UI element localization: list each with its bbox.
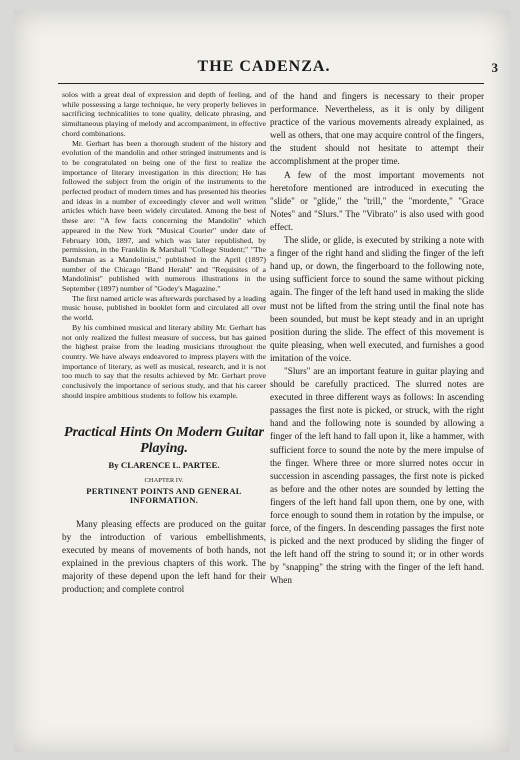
right-paragraph: A few of the most important movements not heretofore mentioned are introduced in executing the "slide" or "glide," the "trill," the "mordente," "Grace Notes" and "Slurs." The "Vibrato" is also used with good effect. <box>270 169 484 232</box>
section-gap <box>62 401 266 423</box>
page-number: 3 <box>491 60 498 75</box>
article-body <box>62 518 266 597</box>
right-paragraph: of the hand and fingers is necessary to their proper performance. Nevertheless, as it is only by diligent practice of the various movements already explained, as well as others, that one may acquire control of the fingers, the student should not hesitate to attempt their accomplishment at the proper time. <box>270 91 484 167</box>
left-paragraph: The first named article was afterwards purchased by a leading music house, published in booklet form and circulated all over the world. <box>62 293 266 323</box>
page-header <box>44 58 498 80</box>
article-title: Practical Hints On Modern Guitar Playing. <box>64 424 264 456</box>
magazine-page <box>14 10 510 752</box>
header-rule <box>58 83 484 84</box>
magazine-title: THE CADENZA. <box>197 58 331 75</box>
left-paragraph: By his combined musical and literary ability Mr. Gerhart has not only realized the fullest measure of success, but has gained the highest praise from the leading musicians throughout the country. We have always endeavored to impress players with the importance of literary, as well as musical, research, and it is not too much to say that the results achieved by Mr. Gerhart prove conclusively the importance of serious study, and that his career should inspire ambitious students to follow his example. <box>62 322 266 400</box>
article-paragraph: Many pleasing effects are produced on the guitar by the introduction of various embellishments, executed by means of movements of both hands, not explained in the previous chapters of this work. The majority of these depend upon the left hand for their production; and complete control <box>62 518 266 595</box>
left-paragraph: Mr. Gerhart has been a thorough student of the history and evolution of the mandolin and other stringed instruments and is to be congratulated on being one of the first to realize the importance of literary investigation in this direction; He has followed the subject from the origin of the instruments to the perfected product of modern times and has presented his theories and ideas in a number of exceedingly clever and well written articles which have been widely circulated. Among the best of these are: "A few facts concerning the Mandolin" which appeared in the New York "Musical Courier" under date of February 10th, 1897, and which was later republished, by permission, in the Franklin & Marshall "College Student;" "The Bandsman as a Mandolinist," published in the April (1897) number of the Chicago "Band Herald" and "Requisites of a Mandolinist" published with numerous illustrations in the September (1897) number of "Godey's Magazine." <box>62 138 266 294</box>
chapter-title: PERTINENT POINTS AND GENERAL INFORMATION. <box>86 485 242 506</box>
right-paragraph: "Slurs" are an important feature in guitar playing and should be carefully practiced. The slurred notes are executed in three different ways as follows: In ascending passages the first note is picked, or struck, with the right hand and the following note is sounded by allowing a finger of the left hand to fall upon it, like a hammer, with sufficient force to sound the note by the mere impulse of the finger. Where three or more slurred notes occur in succession in ascending passages, the first note is picked as before and the other notes are sounded by letting the fingers of the left hand fall upon them, one by one, with force enough to sound them in rotation by the impulse, or force, of the fingers. In descending passages the first note is picked and the next produced by sliding the finger of the left hand off the string to sound it; or in other words by "snapping" the string with the finger of the left hand. When <box>270 365 484 586</box>
right-column <box>270 90 484 588</box>
left-paragraph: solos with a great deal of expression and depth of feeling, and while possessing a large technique, he very properly believes in sacrificing technicalities to tone quality, delicate phrasing, and simultaneous playing of melody and accompaniment, in effective chord combinations. <box>62 90 266 138</box>
left-column <box>62 90 266 596</box>
right-paragraph: The slide, or glide, is executed by striking a note with a finger of the right hand and sliding the finger of the left hand up, or down, the fingerboard to the following note, using sufficient force to sound the same without picking again. The finger of the left hand used in making the slide must not be lifted from the string until the final note has been sounded, but must be kept steady and in an upright position during the slide. The effect of this movement is quite pleasing, when well executed, and furnishes a good imitation of the voice. <box>270 235 484 363</box>
article-byline: By CLARENCE L. PARTEE. <box>108 459 220 470</box>
chapter-number: CHAPTER IV. <box>144 477 184 485</box>
